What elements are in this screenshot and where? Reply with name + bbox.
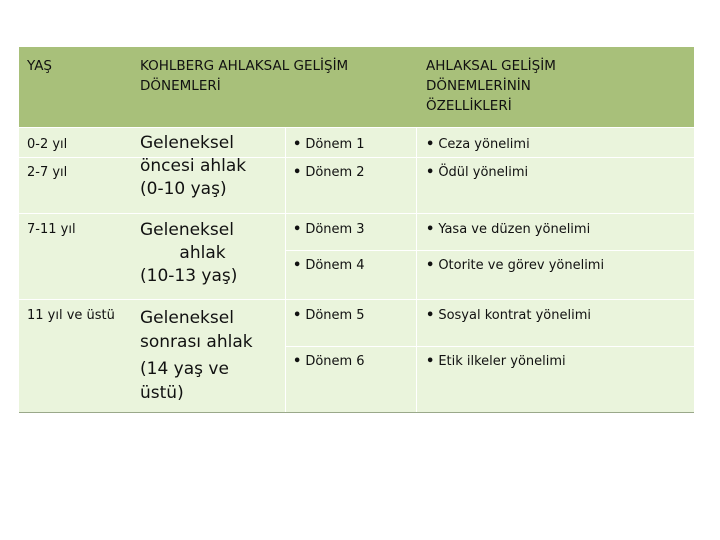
divider bbox=[416, 127, 417, 412]
level-line: öncesi ahlak bbox=[140, 156, 247, 176]
stage-label: Dönem 5 bbox=[305, 308, 365, 323]
stage-label: Dönem 4 bbox=[305, 258, 365, 273]
header-periods-line2: DÖNEMLERİ bbox=[140, 78, 221, 94]
feature-label: Yasa ve düzen yönelimi bbox=[438, 222, 591, 237]
feature-cell bbox=[426, 353, 566, 371]
bullet-icon: • bbox=[293, 258, 302, 273]
stage-label: Dönem 6 bbox=[305, 354, 365, 369]
age-cell: 7-11 yıl bbox=[27, 222, 76, 237]
stage-cell bbox=[293, 164, 365, 182]
stage-cell bbox=[293, 353, 365, 371]
age-cell: 0-2 yıl bbox=[27, 137, 68, 152]
level-line: ahlak bbox=[179, 243, 226, 263]
bullet-icon: • bbox=[293, 222, 302, 237]
table-header bbox=[19, 47, 694, 128]
bullet-icon: • bbox=[426, 222, 435, 237]
feature-cell bbox=[426, 164, 528, 182]
feature-label: Ceza yönelimi bbox=[438, 137, 530, 152]
bullet-icon: • bbox=[426, 137, 435, 152]
header-features-line2: DÖNEMLERİNİN bbox=[426, 78, 531, 94]
header-features-line3: ÖZELLİKLERİ bbox=[426, 98, 512, 114]
header-features-line1: AHLAKSAL GELİŞİM bbox=[426, 58, 556, 74]
age-cell: 11 yıl ve üstü bbox=[27, 308, 115, 323]
level-line: (14 yaş ve bbox=[140, 359, 229, 379]
divider bbox=[19, 157, 694, 158]
bullet-icon: • bbox=[426, 165, 435, 180]
divider bbox=[285, 346, 694, 347]
feature-cell bbox=[426, 257, 604, 275]
bullet-icon: • bbox=[426, 308, 435, 323]
stage-label: Dönem 1 bbox=[305, 137, 365, 152]
feature-cell bbox=[426, 221, 590, 239]
bullet-icon: • bbox=[293, 137, 302, 152]
level-line: üstü) bbox=[140, 383, 184, 403]
stage-cell bbox=[293, 221, 365, 239]
bullet-icon: • bbox=[426, 258, 435, 273]
header-periods-line1: KOHLBERG AHLAKSAL GELİŞİM bbox=[140, 58, 349, 74]
divider bbox=[19, 213, 694, 214]
level-line: (10-13 yaş) bbox=[140, 266, 238, 286]
header-age: YAŞ bbox=[27, 58, 53, 74]
level-line: Geleneksel bbox=[140, 133, 234, 153]
level-line: sonrası ahlak bbox=[140, 332, 253, 352]
feature-cell bbox=[426, 307, 591, 325]
age-cell: 2-7 yıl bbox=[27, 165, 68, 180]
stage-cell bbox=[293, 136, 365, 154]
level-line: Geleneksel bbox=[140, 308, 234, 328]
divider bbox=[285, 250, 694, 251]
bullet-icon: • bbox=[426, 354, 435, 369]
feature-label: Etik ilkeler yönelimi bbox=[438, 354, 566, 369]
feature-label: Ödül yönelimi bbox=[438, 165, 529, 180]
level-line: (0-10 yaş) bbox=[140, 179, 227, 199]
bullet-icon: • bbox=[293, 165, 302, 180]
divider bbox=[285, 127, 286, 412]
feature-cell bbox=[426, 136, 530, 154]
stage-label: Dönem 2 bbox=[305, 165, 365, 180]
stage-label: Dönem 3 bbox=[305, 222, 365, 237]
stage-cell bbox=[293, 257, 365, 275]
bullet-icon: • bbox=[293, 308, 302, 323]
bullet-icon: • bbox=[293, 354, 302, 369]
kohlberg-table bbox=[19, 47, 694, 413]
feature-label: Sosyal kontrat yönelimi bbox=[438, 308, 591, 323]
level-line: Geleneksel bbox=[140, 220, 234, 240]
divider bbox=[19, 299, 694, 300]
feature-label: Otorite ve görev yönelimi bbox=[438, 258, 605, 273]
stage-cell bbox=[293, 307, 365, 325]
